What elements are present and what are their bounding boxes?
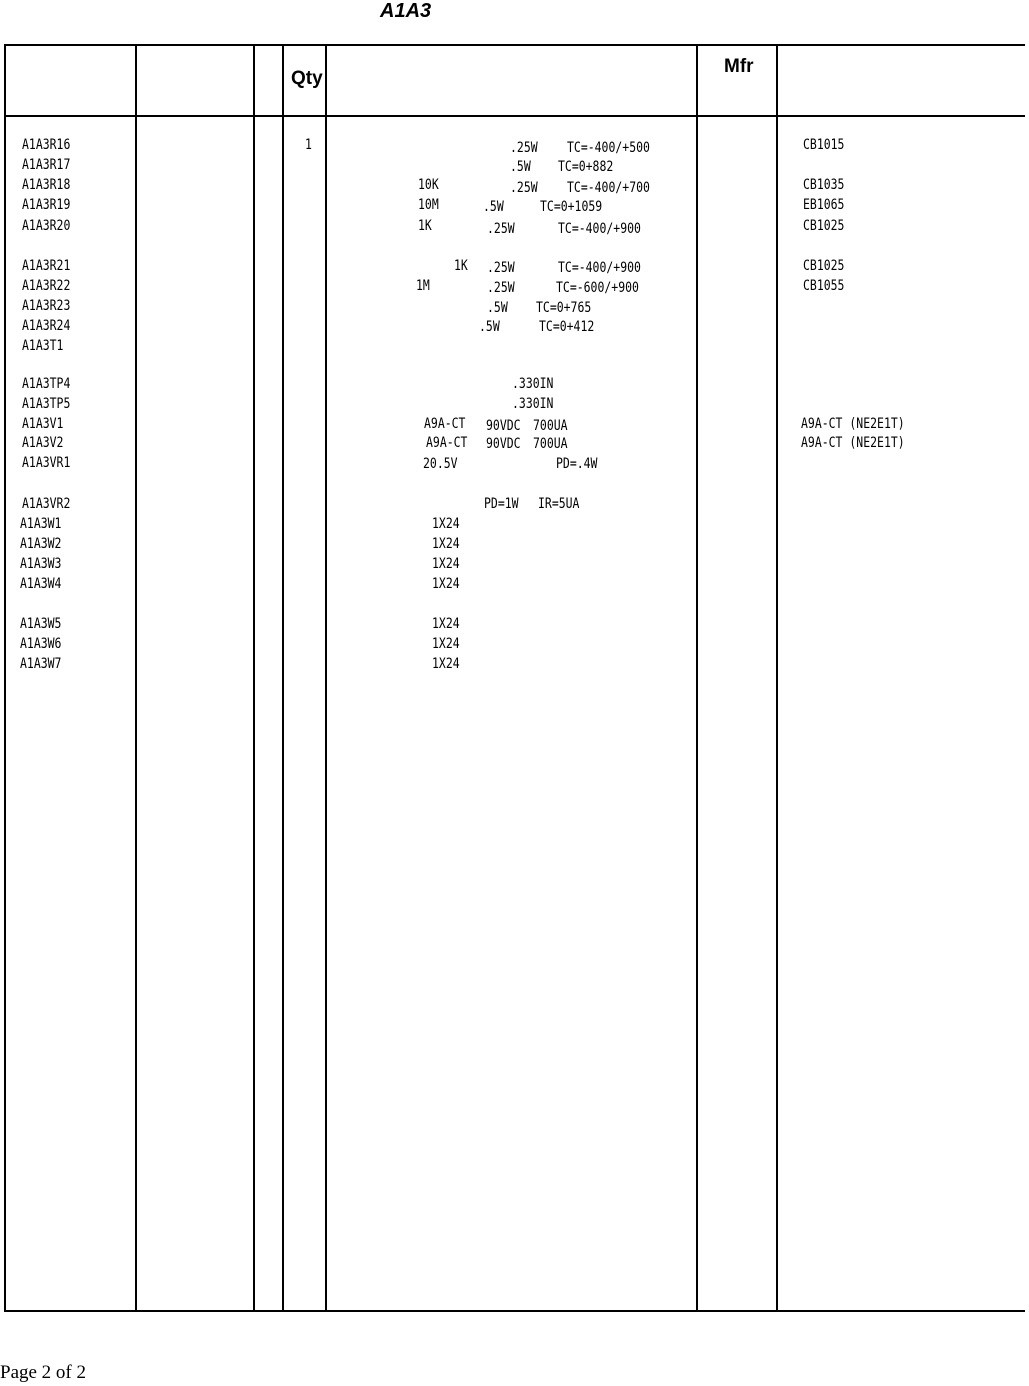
temp-coefficient: TC=0+412 — [539, 319, 595, 335]
column-divider — [776, 44, 778, 1312]
wire-spec: 1X24 — [432, 656, 460, 672]
wattage: .5W — [483, 199, 504, 215]
ref-designator: A1A3R22 — [22, 278, 71, 294]
ref-designator: A1A3R24 — [22, 318, 71, 334]
ref-designator: A1A3W6 — [20, 636, 62, 652]
tube-type: A9A-CT — [424, 416, 466, 432]
resistance: 10M — [418, 197, 439, 213]
ref-designator: A1A3W5 — [20, 616, 62, 632]
ref-designator: A1A3V2 — [22, 435, 64, 451]
ref-designator: A1A3W4 — [20, 576, 62, 592]
ref-designator: A1A3T1 — [22, 338, 64, 354]
column-divider — [135, 44, 137, 1312]
mfr-part-number: A9A-CT (NE2E1T) — [801, 416, 905, 432]
resistance: 10K — [418, 177, 439, 193]
column-divider — [325, 44, 327, 1312]
reverse-current: IR=5UA — [538, 496, 580, 512]
ref-designator: A1A3V1 — [22, 416, 64, 432]
wattage: .25W — [487, 280, 515, 296]
current-rating: 700UA — [533, 436, 568, 452]
mfr-part-number: CB1025 — [803, 258, 845, 274]
qty-column-header: Qty — [291, 68, 323, 89]
wire-spec: 1X24 — [432, 616, 460, 632]
resistance: 1K — [454, 258, 468, 274]
zener-voltage: 20.5V — [423, 456, 458, 472]
wattage: .5W — [479, 319, 500, 335]
wire-spec: 1X24 — [432, 536, 460, 552]
wattage: .25W — [510, 180, 538, 196]
wattage: .5W — [487, 300, 508, 316]
mfr-column-header: Mfr — [724, 56, 754, 77]
length: .330IN — [512, 396, 554, 412]
temp-coefficient: TC=-400/+700 — [567, 180, 650, 196]
tube-type: A9A-CT — [426, 435, 468, 451]
wattage: .25W — [487, 260, 515, 276]
mfr-part-number: A9A-CT (NE2E1T) — [801, 435, 905, 451]
column-divider — [696, 44, 698, 1312]
wattage: .25W — [510, 140, 538, 156]
header-divider — [4, 115, 1025, 117]
ref-designator: A1A3TP5 — [22, 396, 71, 412]
ref-designator: A1A3VR2 — [22, 496, 71, 512]
ref-designator: A1A3TP4 — [22, 376, 71, 392]
wire-spec: 1X24 — [432, 556, 460, 572]
assembly-title: A1A3 — [380, 0, 432, 22]
wattage: .25W — [487, 221, 515, 237]
wattage: .5W — [510, 159, 531, 175]
temp-coefficient: TC=0+1059 — [540, 199, 603, 215]
ref-designator: A1A3W2 — [20, 536, 62, 552]
power-dissipation: PD=.4W — [556, 456, 598, 472]
mfr-part-number: EB1065 — [803, 197, 845, 213]
ref-designator: A1A3W7 — [20, 656, 62, 672]
page-number: Page 2 of 2 — [0, 1362, 87, 1383]
ref-designator: A1A3VR1 — [22, 455, 71, 471]
voltage-rating: 90VDC — [486, 436, 521, 452]
resistance: 1M — [416, 278, 430, 294]
ref-designator: A1A3R18 — [22, 177, 71, 193]
mfr-part-number: CB1035 — [803, 177, 845, 193]
temp-coefficient: TC=0+765 — [536, 300, 592, 316]
ref-designator: A1A3R21 — [22, 258, 71, 274]
column-divider — [253, 44, 255, 1312]
wire-spec: 1X24 — [432, 516, 460, 532]
resistance: 1K — [418, 218, 432, 234]
ref-designator: A1A3W3 — [20, 556, 62, 572]
temp-coefficient: TC=-400/+500 — [567, 140, 650, 156]
ref-designator: A1A3R20 — [22, 218, 71, 234]
ref-designator: A1A3R23 — [22, 298, 71, 314]
ref-designator: A1A3R17 — [22, 157, 71, 173]
ref-designator: A1A3W1 — [20, 516, 62, 532]
mfr-part-number: CB1015 — [803, 137, 845, 153]
temp-coefficient: TC=-600/+900 — [556, 280, 639, 296]
ref-designator: A1A3R16 — [22, 137, 71, 153]
wire-spec: 1X24 — [432, 636, 460, 652]
power-dissipation: PD=1W — [484, 496, 519, 512]
temp-coefficient: TC=-400/+900 — [558, 260, 641, 276]
length: .330IN — [512, 376, 554, 392]
mfr-part-number: CB1055 — [803, 278, 845, 294]
temp-coefficient: TC=0+882 — [558, 159, 614, 175]
temp-coefficient: TC=-400/+900 — [558, 221, 641, 237]
wire-spec: 1X24 — [432, 576, 460, 592]
current-rating: 700UA — [533, 418, 568, 434]
qty-value: 1 — [305, 137, 312, 153]
voltage-rating: 90VDC — [486, 418, 521, 434]
column-divider — [282, 44, 284, 1312]
mfr-part-number: CB1025 — [803, 218, 845, 234]
ref-designator: A1A3R19 — [22, 197, 71, 213]
